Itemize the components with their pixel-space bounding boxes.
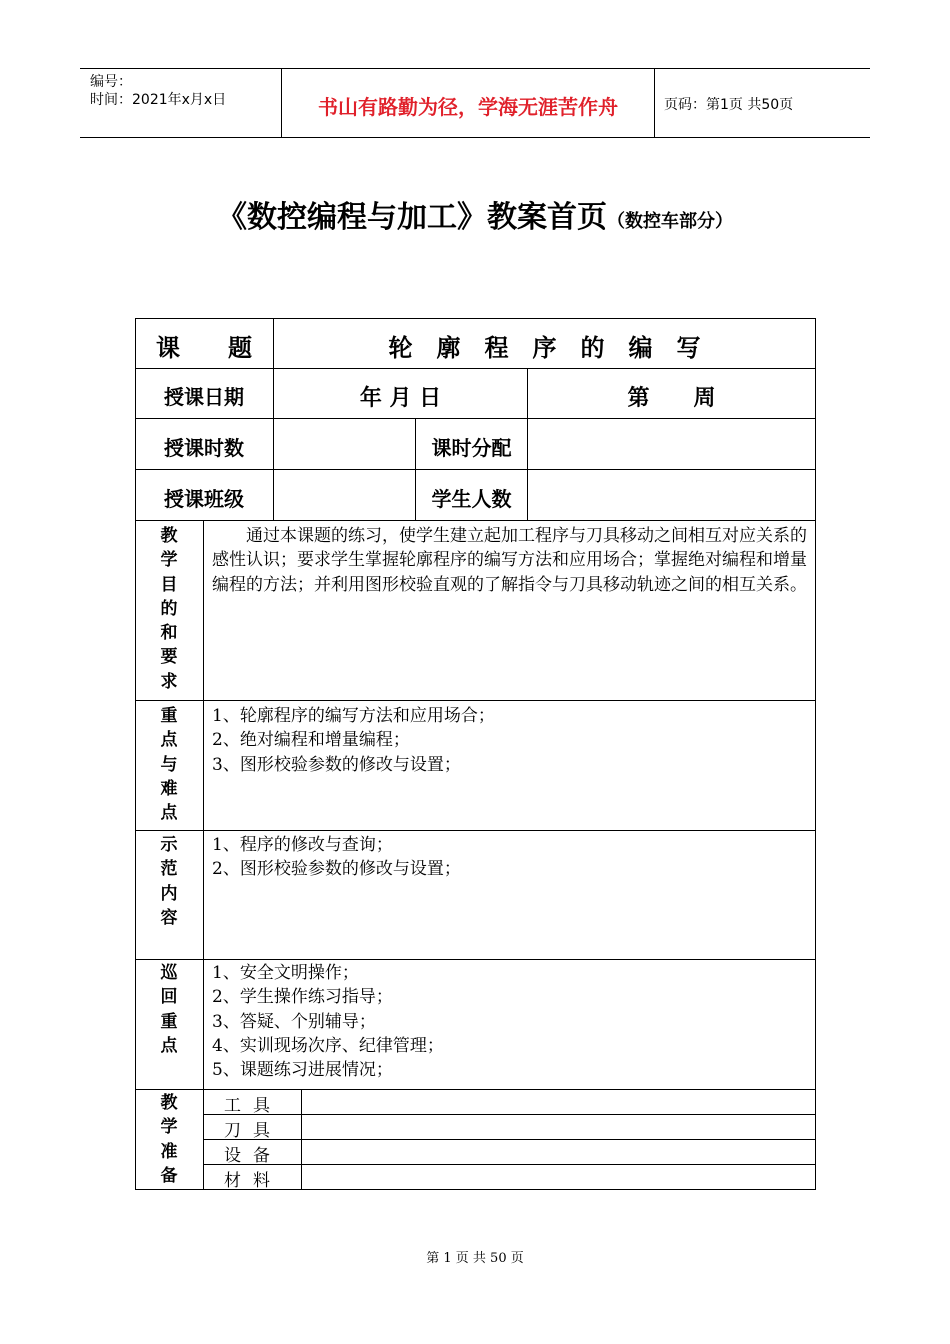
page-title-main: 《数控编程与加工》教案首页 (217, 200, 607, 235)
label-char: 和 (160, 623, 178, 644)
table-border (815, 318, 816, 1190)
list-item: 5、课题练习进展情况； (212, 1060, 393, 1081)
label-char: 教 (160, 526, 178, 546)
label-char: 重 (160, 706, 178, 726)
prep-row-cutters: 刀具 (224, 1121, 282, 1141)
topic-label: 课 题 (156, 334, 252, 362)
label-char: 学 (160, 1117, 178, 1138)
row-line (135, 700, 816, 701)
document-time-label: 时间：2021年x月x日 (90, 92, 227, 108)
objectives-label (135, 524, 203, 694)
label-char: 内 (160, 883, 178, 904)
header-divider (654, 69, 655, 137)
label-char: 重 (160, 1011, 178, 1032)
list-item: 3、图形校验参数的修改与设置； (212, 754, 461, 775)
column-line (527, 418, 528, 520)
list-item: 2、学生操作练习指导； (212, 987, 393, 1008)
prep-row-tools: 工具 (224, 1096, 282, 1116)
prep-row-equipment: 设备 (224, 1146, 282, 1166)
label-char: 回 (160, 987, 178, 1008)
page-title-sub: （数控车部分） (607, 211, 733, 232)
label-char: 学 (160, 550, 178, 571)
lesson-plan-table (135, 318, 815, 1190)
row-line (135, 418, 816, 419)
column-line (203, 520, 204, 1190)
label-char: 的 (160, 598, 178, 619)
date-value: 年 月 日 (359, 386, 442, 411)
header-meta (90, 73, 226, 109)
label-char: 点 (160, 803, 178, 824)
header-motto: 书山有路勤为径，学海无涯苦作舟 (318, 95, 618, 119)
label-char: 与 (160, 754, 178, 775)
list-item: 2、图形校验参数的修改与设置； (212, 859, 461, 880)
document-number-label: 编号： (90, 74, 132, 90)
list-item: 3、答疑、个别辅导； (212, 1011, 376, 1032)
row-line (135, 959, 816, 960)
hours-label: 授课时数 (164, 436, 244, 460)
list-item: 4、实训现场次序、纪律管理； (212, 1035, 444, 1056)
label-char: 容 (160, 907, 178, 928)
week-value: 第 周 (627, 386, 716, 411)
row-line (135, 368, 816, 369)
patrol-list (212, 961, 808, 1082)
list-item: 2、绝对编程和增量编程； (212, 730, 410, 751)
label-char: 教 (160, 1093, 178, 1113)
row-line (135, 469, 816, 470)
list-item: 1、安全文明操作； (212, 963, 359, 983)
demo-list (212, 833, 808, 882)
page-footer: 第 1 页 共 50 页 (426, 1251, 524, 1266)
label-char: 目 (160, 574, 178, 595)
label-char: 巡 (160, 963, 178, 983)
class-label: 授课班级 (164, 487, 244, 511)
label-char: 点 (160, 730, 178, 751)
list-item: 1、程序的修改与查询； (212, 835, 393, 855)
row-line (135, 830, 816, 831)
row-line (135, 1089, 816, 1090)
demo-label (135, 833, 203, 930)
label-char: 准 (160, 1141, 178, 1162)
header-page-info: 页码：第1页 共50页 (664, 97, 794, 113)
column-line (301, 1089, 302, 1190)
patrol-label (135, 961, 203, 1058)
label-char: 要 (160, 647, 178, 668)
label-char: 难 (160, 778, 178, 799)
page-title (0, 192, 950, 236)
prep-label (135, 1091, 203, 1188)
list-item: 1、轮廓程序的编写方法和应用场合； (212, 706, 495, 726)
label-char: 范 (160, 859, 178, 880)
topic-value: 轮 廓 程 序 的 编 写 (388, 334, 701, 362)
label-char: 点 (160, 1035, 178, 1056)
label-char: 求 (160, 671, 178, 692)
key-points-label (135, 704, 203, 825)
label-char: 备 (160, 1165, 178, 1186)
alloc-label: 课时分配 (431, 436, 512, 460)
label-char: 示 (160, 835, 178, 855)
date-label: 授课日期 (164, 385, 244, 409)
table-border (135, 318, 816, 319)
row-line (135, 520, 816, 521)
students-label: 学生人数 (431, 487, 512, 511)
document-header (80, 68, 870, 138)
objectives-text (212, 524, 808, 597)
key-points-list (212, 704, 808, 777)
objectives-paragraph: 通过本课题的练习，使学生建立起加工程序与刀具移动之间相互对应关系的感性认识；要求学生掌握轮廓程序的编写方法和应用场合；掌握绝对编程和增量编程的方法；并利用图形校验直观的了解指令与刀具移动轨迹之间的相互关系。 (212, 526, 807, 595)
prep-row-materials: 材料 (224, 1171, 282, 1191)
